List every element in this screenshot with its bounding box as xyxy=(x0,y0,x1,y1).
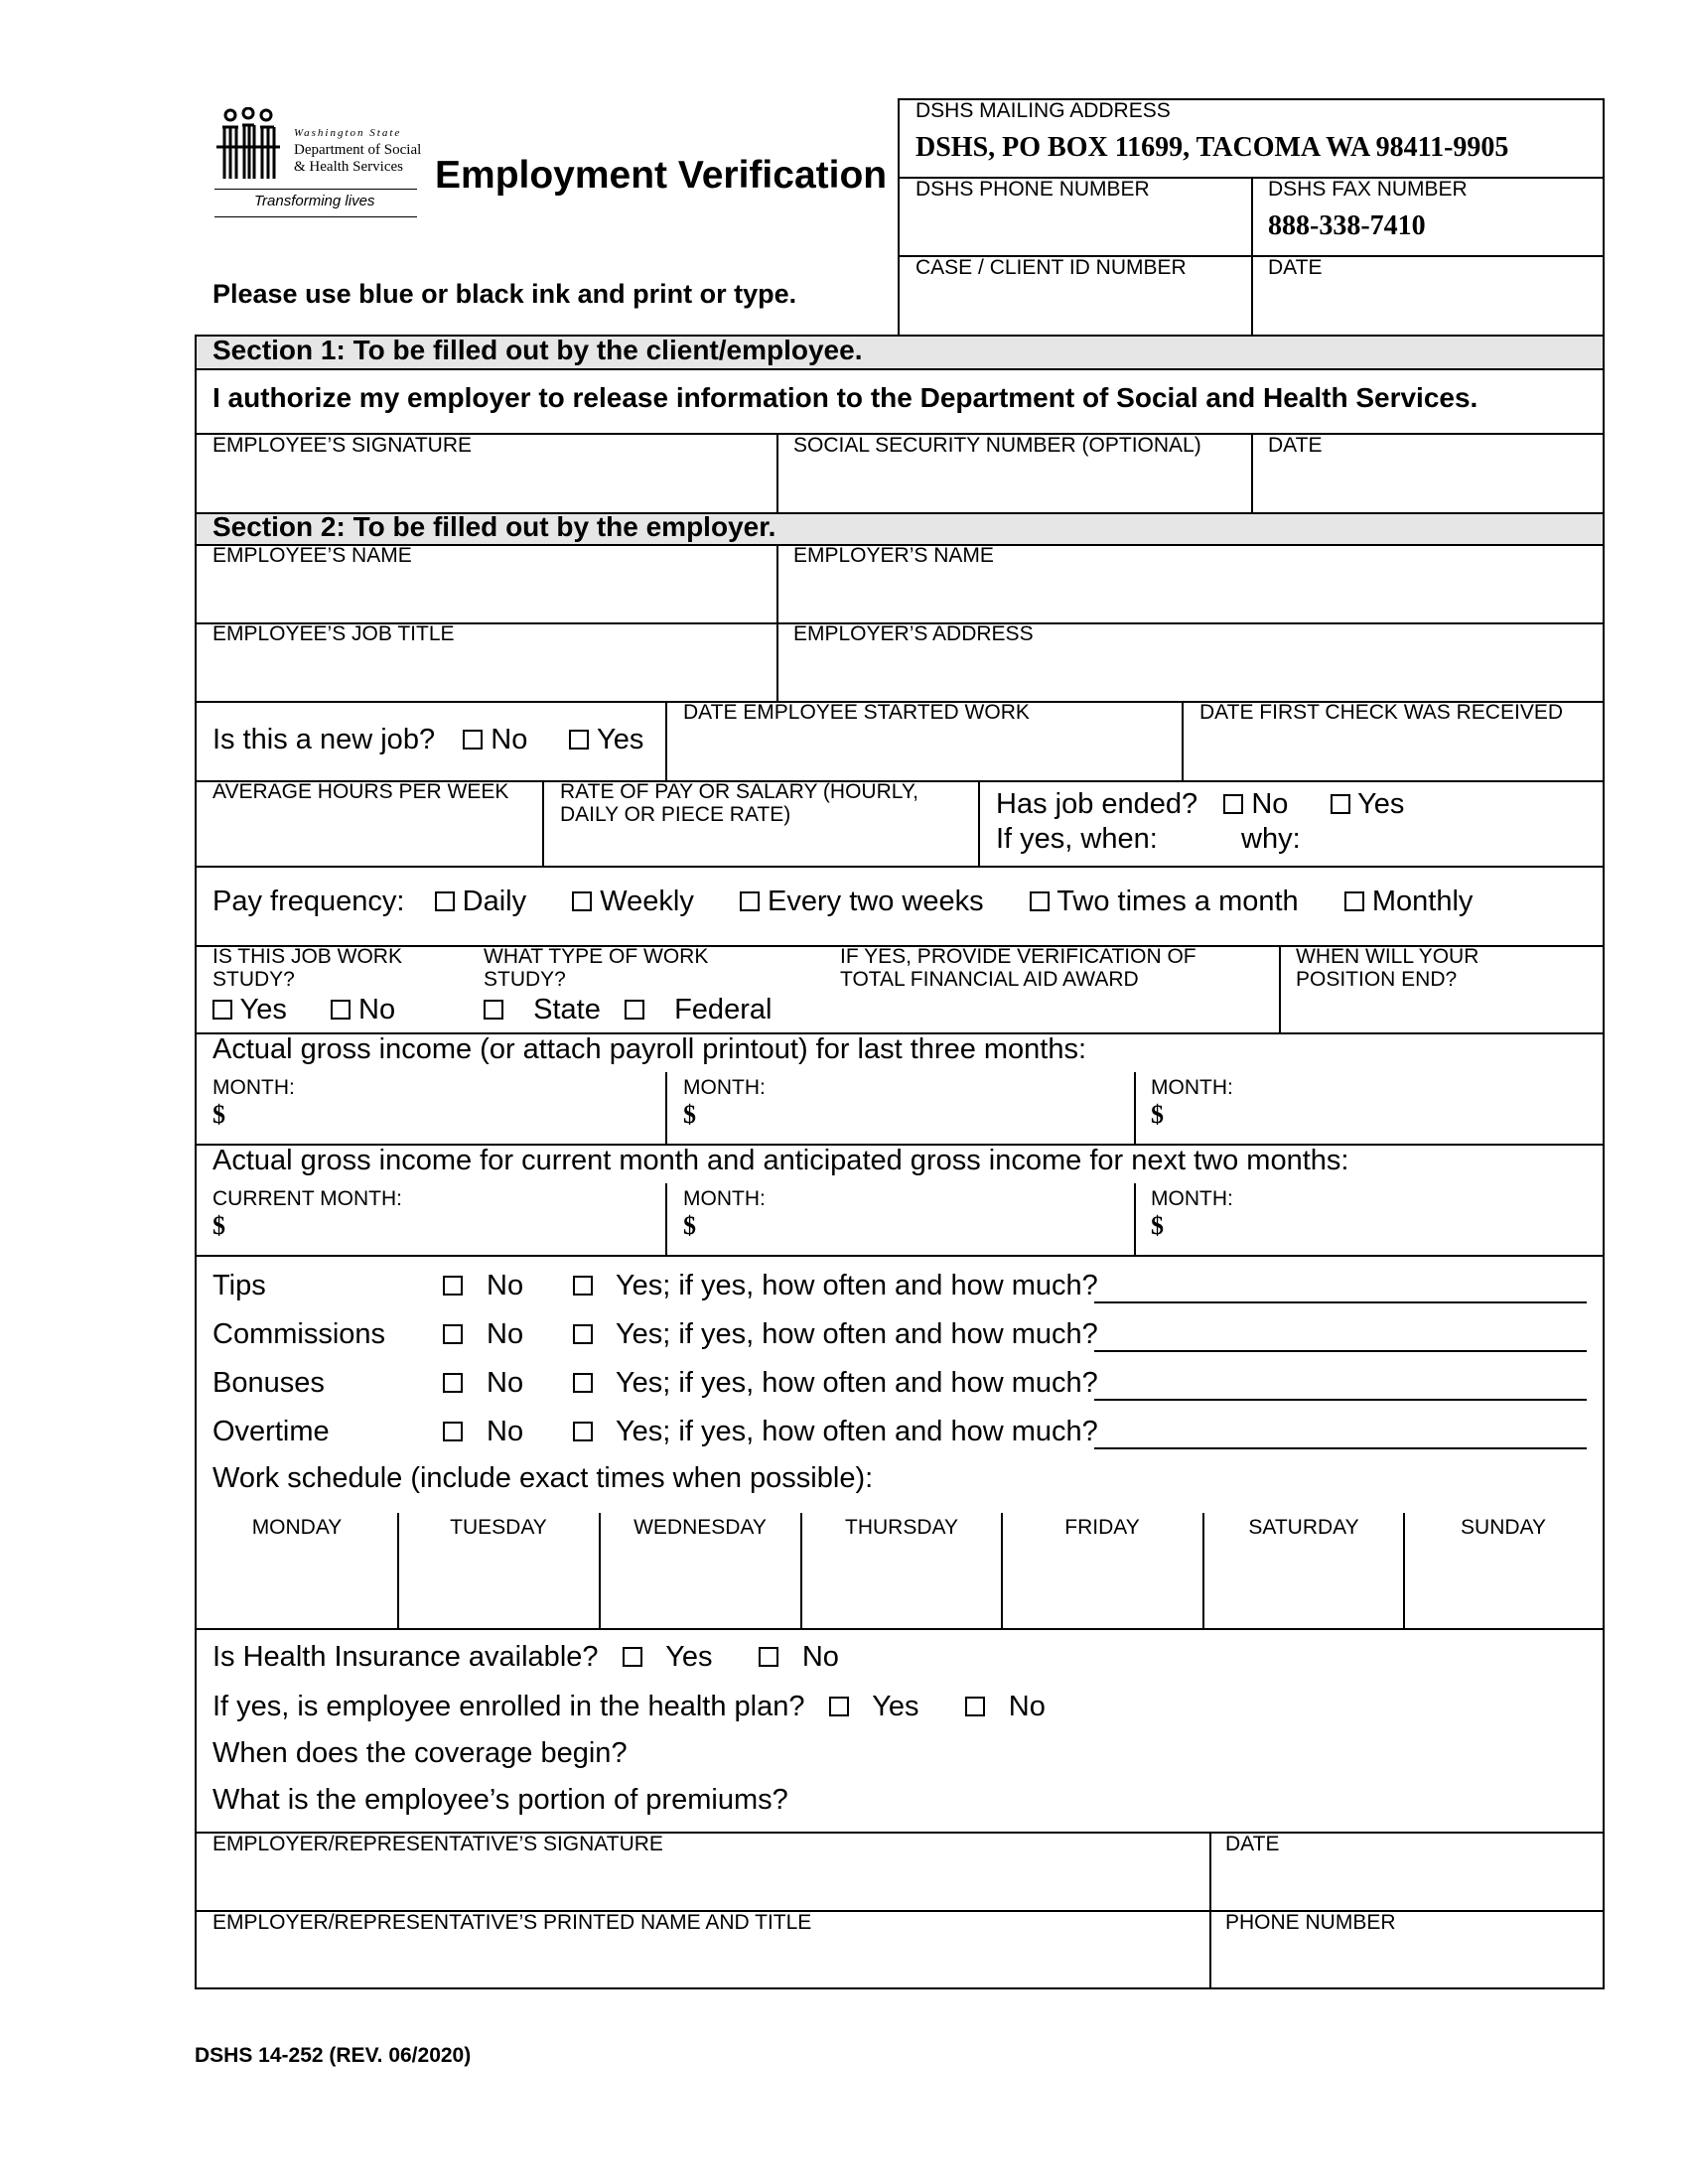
rep-date-field[interactable] xyxy=(1213,1856,1599,1908)
commissions-label: Commissions xyxy=(212,1318,386,1350)
tips-yes-checkbox[interactable] xyxy=(573,1276,593,1296)
bonuses-no-label: No xyxy=(487,1367,524,1399)
phone-label: DSHS PHONE NUMBER xyxy=(915,178,1150,201)
extra-pay-overtime xyxy=(212,1416,1593,1455)
ssn-field[interactable] xyxy=(780,459,1247,508)
premium-field[interactable] xyxy=(774,1784,1589,1818)
overtime-no-checkbox[interactable] xyxy=(443,1422,463,1441)
logo-state: Washington State xyxy=(294,127,402,139)
aid-field[interactable] xyxy=(840,995,1273,1028)
section1-date-label: DATE xyxy=(1268,434,1323,457)
rep-signature-label: EMPLOYER/REPRESENTATIVE’S SIGNATURE xyxy=(212,1833,663,1855)
bonuses-no-checkbox[interactable] xyxy=(443,1373,463,1393)
employer-address-field[interactable] xyxy=(780,646,1599,698)
work-study-yes-checkbox[interactable] xyxy=(212,1000,232,1020)
last-month2-field[interactable] xyxy=(705,1100,1130,1140)
section1-date-field[interactable] xyxy=(1255,459,1599,508)
day-friday-label: FRIDAY xyxy=(1064,1516,1140,1539)
schedule-wednesday-field[interactable] xyxy=(603,1545,797,1624)
enrolled-yes-label: Yes xyxy=(872,1691,919,1722)
next-month1-field[interactable] xyxy=(705,1211,1130,1251)
work-study-label-line2: STUDY? xyxy=(212,968,295,991)
health-yes-checkbox[interactable] xyxy=(623,1647,642,1667)
ssn-label: SOCIAL SECURITY NUMBER (OPTIONAL) xyxy=(793,434,1201,457)
fax-label: DSHS FAX NUMBER xyxy=(1268,178,1468,201)
commissions-no-checkbox[interactable] xyxy=(443,1324,463,1344)
overtime-answer-line[interactable] xyxy=(1094,1447,1587,1449)
aid-label-line1: IF YES, PROVIDE VERIFICATION OF xyxy=(840,945,1196,968)
gross-last-three-label: Actual gross income (or attach payroll printout) for last three months: xyxy=(212,1033,1087,1065)
instruction-text: Please use blue or black ink and print or type. xyxy=(212,279,797,309)
pay-weekly-label: Weekly xyxy=(600,886,694,917)
rate-label-line2: DAILY OR PIECE RATE) xyxy=(560,803,791,826)
mailing-address-label: DSHS MAILING ADDRESS xyxy=(915,99,1171,122)
job-title-field[interactable] xyxy=(199,646,773,698)
job-ended-no-label: No xyxy=(1251,788,1289,820)
fax-value: 888-338-7410 xyxy=(1268,210,1426,241)
work-type-options xyxy=(484,994,772,1025)
people-icon xyxy=(214,107,290,183)
section2-heading: Section 2: To be filled out by the employer. xyxy=(212,511,776,542)
day-monday-label: MONDAY xyxy=(251,1516,343,1539)
enrolled-row xyxy=(212,1691,1046,1722)
job-ended-no-checkbox[interactable] xyxy=(1223,794,1243,814)
employee-signature-label: EMPLOYEE’S SIGNATURE xyxy=(212,434,473,457)
work-type-federal-label: Federal xyxy=(674,994,773,1025)
coverage-begin-field[interactable] xyxy=(616,1737,1589,1771)
overtime-label: Overtime xyxy=(212,1416,330,1447)
pay-frequency-label: Pay frequency: xyxy=(212,886,405,917)
next-month2-field[interactable] xyxy=(1173,1211,1599,1251)
rep-date-label: DATE xyxy=(1225,1833,1280,1855)
work-study-no-checkbox[interactable] xyxy=(331,1000,351,1020)
overtime-yes-how-label: Yes; if yes, how often and how much? xyxy=(616,1416,1098,1447)
employer-address-label: EMPLOYER’S ADDRESS xyxy=(793,622,1034,645)
employee-signature-field[interactable] xyxy=(199,459,773,508)
new-job-row xyxy=(212,724,643,755)
date-started-field[interactable] xyxy=(669,725,1178,776)
work-type-state-checkbox[interactable] xyxy=(484,1000,503,1020)
work-study-yes-label: Yes xyxy=(239,994,287,1025)
position-end-label-line2: POSITION END? xyxy=(1296,968,1458,991)
employer-name-field[interactable] xyxy=(780,568,1599,619)
enrolled-no-label: No xyxy=(1008,1691,1046,1722)
new-job-no-label: No xyxy=(491,724,528,755)
bonuses-label: Bonuses xyxy=(212,1367,325,1399)
job-ended-when-label: If yes, when: xyxy=(996,823,1158,855)
schedule-sunday-field[interactable] xyxy=(1407,1545,1602,1624)
work-study-options xyxy=(212,994,395,1025)
case-id-field[interactable] xyxy=(904,280,1246,332)
logo-tagline: Transforming lives xyxy=(254,193,375,209)
schedule-friday-field[interactable] xyxy=(1005,1545,1199,1624)
day-sunday-label: SUNDAY xyxy=(1461,1516,1546,1539)
rep-name-title-field[interactable] xyxy=(199,1935,1205,1984)
pay-daily-label: Daily xyxy=(462,886,527,917)
extra-pay-tips xyxy=(212,1270,1593,1309)
pay-monthly-checkbox[interactable] xyxy=(1344,891,1364,911)
date-first-check-label: DATE FIRST CHECK WAS RECEIVED xyxy=(1199,701,1563,724)
work-type-label-line1: WHAT TYPE OF WORK xyxy=(484,945,709,968)
date-started-label: DATE EMPLOYEE STARTED WORK xyxy=(683,701,1030,724)
work-type-label-line2: STUDY? xyxy=(484,968,566,991)
work-study-label-line1: IS THIS JOB WORK xyxy=(212,945,402,968)
pay-weekly-checkbox[interactable] xyxy=(572,891,592,911)
logo-line1: Department of Social xyxy=(294,142,422,158)
last-month1-dollar: $ xyxy=(212,1100,225,1129)
employee-name-label: EMPLOYEE’S NAME xyxy=(212,544,412,567)
next-month1-label: MONTH: xyxy=(683,1187,766,1210)
day-wednesday-label: WEDNESDAY xyxy=(633,1516,767,1539)
health-insurance-row xyxy=(212,1641,839,1673)
position-end-field[interactable] xyxy=(1283,995,1599,1028)
overtime-no-label: No xyxy=(487,1416,524,1447)
section1-heading: Section 1: To be filled out by the client/employee. xyxy=(212,335,863,365)
employee-name-field[interactable] xyxy=(199,568,773,619)
work-schedule-label: Work schedule (include exact times when possible): xyxy=(212,1462,874,1494)
rep-phone-label: PHONE NUMBER xyxy=(1225,1911,1396,1934)
position-end-label-line1: WHEN WILL YOUR xyxy=(1296,945,1479,968)
header-date-label: DATE xyxy=(1268,256,1323,279)
premium-question: What is the employee’s portion of premiums? xyxy=(212,1784,788,1816)
tips-answer-line[interactable] xyxy=(1094,1301,1587,1303)
last-month2-dollar: $ xyxy=(683,1100,696,1129)
enrolled-yes-checkbox[interactable] xyxy=(829,1697,849,1716)
mailing-address-value: DSHS, PO BOX 11699, TACOMA WA 98411-9905 xyxy=(915,132,1509,163)
health-insurance-question: Is Health Insurance available? xyxy=(212,1641,599,1673)
schedule-thursday-field[interactable] xyxy=(804,1545,999,1624)
rate-label-line1: RATE OF PAY OR SALARY (HOURLY, xyxy=(560,780,918,803)
header-date-field[interactable] xyxy=(1257,280,1598,332)
pay-frequency-row xyxy=(212,886,1473,917)
next-month1-dollar: $ xyxy=(683,1211,696,1240)
avg-hours-field[interactable] xyxy=(199,806,538,862)
commissions-yes-how-label: Yes; if yes, how often and how much? xyxy=(616,1318,1098,1350)
schedule-saturday-field[interactable] xyxy=(1206,1545,1401,1624)
rate-field[interactable] xyxy=(546,828,974,862)
pay-monthly-label: Monthly xyxy=(1371,886,1474,917)
pay-daily-checkbox[interactable] xyxy=(435,891,455,911)
enrolled-question: If yes, is employee enrolled in the health plan? xyxy=(212,1691,805,1722)
job-title-label: EMPLOYEE’S JOB TITLE xyxy=(212,622,455,645)
health-no-checkbox[interactable] xyxy=(759,1647,778,1667)
schedule-tuesday-field[interactable] xyxy=(401,1545,596,1624)
dshs-logo xyxy=(214,107,423,216)
extra-pay-bonuses xyxy=(212,1367,1593,1407)
rep-name-title-label: EMPLOYER/REPRESENTATIVE’S PRINTED NAME AND TITLE xyxy=(212,1911,812,1934)
date-first-check-field[interactable] xyxy=(1186,725,1599,776)
page-title: Employment Verification xyxy=(435,154,888,197)
job-ended-question: Has job ended? xyxy=(996,788,1198,820)
current-month-label: CURRENT MONTH: xyxy=(212,1187,402,1210)
last-month1-field[interactable] xyxy=(234,1100,661,1140)
current-month-field[interactable] xyxy=(234,1211,661,1251)
avg-hours-label: AVERAGE HOURS PER WEEK xyxy=(212,780,509,803)
day-saturday-label: SATURDAY xyxy=(1248,1516,1359,1539)
logo-line2: & Health Services xyxy=(294,159,403,175)
form-number: DSHS 14-252 (REV. 06/2020) xyxy=(195,2044,472,2067)
overtime-yes-checkbox[interactable] xyxy=(573,1422,593,1441)
work-type-state-label: State xyxy=(533,994,601,1025)
tips-no-checkbox[interactable] xyxy=(443,1276,463,1296)
tips-yes-how-label: Yes; if yes, how often and how much? xyxy=(616,1270,1098,1301)
aid-label-line2: TOTAL FINANCIAL AID AWARD xyxy=(840,968,1139,991)
pay-every-two-weeks-label: Every two weeks xyxy=(768,886,984,917)
last-month3-field[interactable] xyxy=(1173,1100,1599,1140)
tips-label: Tips xyxy=(212,1270,266,1301)
work-study-no-label: No xyxy=(358,994,396,1025)
pay-two-times-month-checkbox[interactable] xyxy=(1030,891,1050,911)
work-type-federal-checkbox[interactable] xyxy=(625,1000,644,1020)
commissions-yes-checkbox[interactable] xyxy=(573,1324,593,1344)
employer-name-label: EMPLOYER’S NAME xyxy=(793,544,994,567)
authorization-text: I authorize my employer to release information to the Department of Social and Health Services. xyxy=(212,382,1478,413)
rep-signature-field[interactable] xyxy=(199,1856,1205,1908)
next-month2-dollar: $ xyxy=(1151,1211,1164,1240)
last-month3-label: MONTH: xyxy=(1151,1076,1233,1099)
rep-phone-field[interactable] xyxy=(1213,1935,1599,1984)
bonuses-answer-line[interactable] xyxy=(1094,1399,1587,1401)
next-month2-label: MONTH: xyxy=(1151,1187,1233,1210)
bonuses-yes-checkbox[interactable] xyxy=(573,1373,593,1393)
last-month1-label: MONTH: xyxy=(212,1076,295,1099)
job-ended-why-label: why: xyxy=(1241,823,1301,855)
commissions-answer-line[interactable] xyxy=(1094,1350,1587,1352)
commissions-no-label: No xyxy=(487,1318,524,1350)
job-ended-row xyxy=(996,788,1404,820)
gross-current-label: Actual gross income for current month and anticipated gross income for next two months: xyxy=(212,1145,1349,1176)
last-month2-label: MONTH: xyxy=(683,1076,766,1099)
day-thursday-label: THURSDAY xyxy=(845,1516,958,1539)
case-id-label: CASE / CLIENT ID NUMBER xyxy=(915,256,1187,279)
tips-no-label: No xyxy=(487,1270,524,1301)
pay-two-times-month-label: Two times a month xyxy=(1056,886,1299,917)
job-ended-yes-checkbox[interactable] xyxy=(1331,794,1350,814)
current-month-dollar: $ xyxy=(212,1211,225,1240)
health-yes-label: Yes xyxy=(665,1641,713,1673)
extra-pay-commissions xyxy=(212,1318,1593,1358)
new-job-yes-checkbox[interactable] xyxy=(569,730,589,750)
new-job-yes-label: Yes xyxy=(597,724,644,755)
health-no-label: No xyxy=(801,1641,839,1673)
enrolled-no-checkbox[interactable] xyxy=(965,1697,985,1716)
coverage-begin-question: When does the coverage begin? xyxy=(212,1737,628,1769)
last-month3-dollar: $ xyxy=(1151,1100,1164,1129)
new-job-question: Is this a new job? xyxy=(212,724,436,755)
day-tuesday-label: TUESDAY xyxy=(450,1516,547,1539)
schedule-monday-field[interactable] xyxy=(199,1545,393,1624)
new-job-no-checkbox[interactable] xyxy=(463,730,483,750)
pay-every-two-weeks-checkbox[interactable] xyxy=(740,891,760,911)
bonuses-yes-how-label: Yes; if yes, how often and how much? xyxy=(616,1367,1098,1399)
job-ended-yes-label: Yes xyxy=(1357,788,1405,820)
